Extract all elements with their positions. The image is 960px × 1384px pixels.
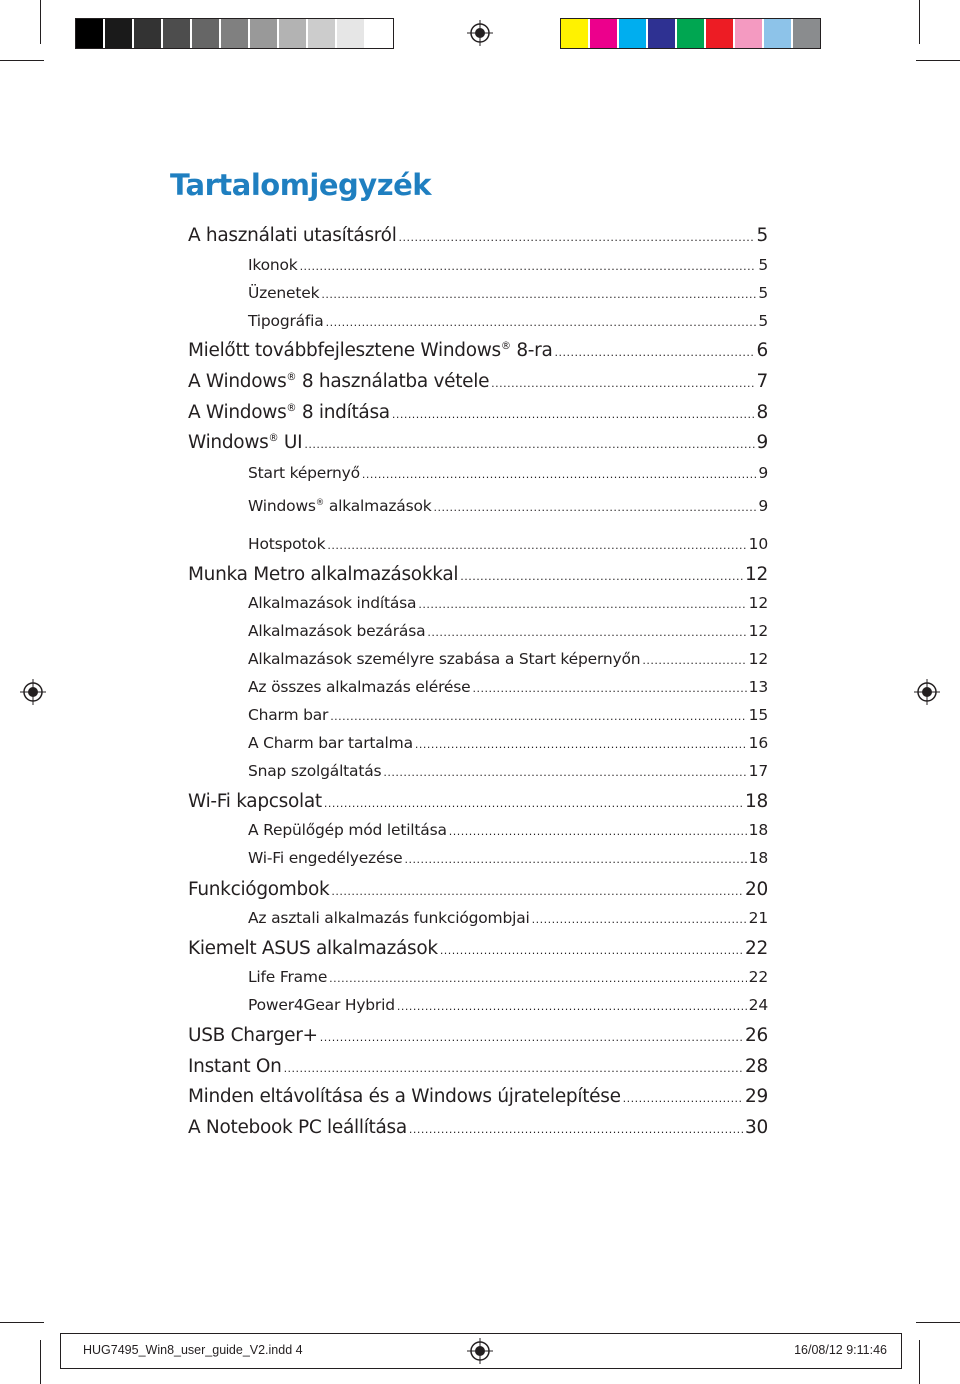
- process-swatch: [619, 19, 648, 48]
- toc-entry-page: 5: [758, 256, 768, 274]
- toc-entry[interactable]: [188, 225, 768, 246]
- toc-entry[interactable]: [188, 938, 768, 959]
- toc-entry[interactable]: [248, 256, 768, 274]
- toc-entry-label: Instant On: [188, 1056, 282, 1077]
- toc-entry-page: 9: [758, 464, 768, 482]
- toc-entry-page: 12: [748, 594, 768, 612]
- toc-entry[interactable]: [188, 371, 768, 392]
- toc-leader-dots: [330, 710, 746, 723]
- toc-entry-label: Alkalmazások indítása: [248, 594, 417, 612]
- toc-leader-dots: [326, 316, 757, 329]
- crop-mark: [40, 0, 41, 44]
- crop-mark: [916, 60, 960, 61]
- process-swatch: [706, 19, 735, 48]
- toc-entry[interactable]: [188, 1056, 768, 1077]
- toc-entry-page: 21: [748, 909, 768, 927]
- toc-leader-dots: [327, 539, 746, 552]
- grayscale-swatch: [250, 19, 279, 48]
- registered-mark: ®: [315, 497, 325, 508]
- toc-entry-label: Hotspotok: [248, 535, 326, 553]
- toc-entry-label: Ikonok: [248, 256, 298, 274]
- toc-leader-dots: [300, 260, 757, 273]
- grayscale-swatch: [105, 19, 134, 48]
- toc-leader-dots: [418, 598, 746, 611]
- toc-entry-page: 5: [756, 225, 768, 246]
- process-swatch: [648, 19, 677, 48]
- toc-entry-page: 20: [745, 879, 768, 900]
- toc-entry-page: 12: [748, 650, 768, 668]
- slug-filename: HUG7495_Win8_user_guide_V2.indd 4: [83, 1343, 303, 1357]
- toc-leader-dots: [362, 468, 756, 481]
- toc-leader-dots: [415, 738, 747, 751]
- grayscale-swatch: [221, 19, 250, 48]
- toc-leader-dots: [284, 1062, 743, 1075]
- toc-entry-label: Life Frame: [248, 968, 328, 986]
- toc-entry-page: 7: [756, 371, 768, 392]
- toc-leader-dots: [409, 1123, 743, 1136]
- toc-leader-dots: [320, 1031, 743, 1044]
- toc-entry-page: 26: [745, 1025, 768, 1046]
- toc-entry-label: Tipográfia: [248, 312, 324, 330]
- toc-entry-page: 5: [758, 284, 768, 302]
- toc-entry-label: A Notebook PC leállítása: [188, 1117, 407, 1138]
- toc-entry-page: 18: [748, 821, 768, 839]
- toc-entry-page: 10: [748, 535, 768, 553]
- toc-leader-dots: [321, 288, 756, 301]
- toc-entry[interactable]: [248, 909, 768, 927]
- grayscale-swatch: [134, 19, 163, 48]
- toc-entry-page: 18: [745, 791, 768, 812]
- toc-entry[interactable]: [248, 996, 768, 1014]
- grayscale-swatch: [366, 19, 393, 48]
- toc-entry-page: 5: [758, 312, 768, 330]
- toc-entry-label: Power4Gear Hybrid: [248, 996, 395, 1014]
- process-swatch: [793, 19, 820, 48]
- registration-mark-icon: [20, 679, 46, 705]
- toc-entry-page: 16: [748, 734, 768, 752]
- crop-mark: [919, 1340, 920, 1384]
- toc-entry-label: Mielőtt továbbfejlesztene Windows® 8-ra: [188, 340, 553, 361]
- page-title: Tartalomjegyzék: [170, 168, 432, 202]
- toc-leader-dots: [555, 346, 755, 359]
- toc-entry-page: 30: [745, 1117, 768, 1138]
- toc-entry-label: Üzenetek: [248, 284, 320, 302]
- toc-entry[interactable]: [188, 1025, 768, 1046]
- toc-leader-dots: [329, 972, 747, 985]
- toc-leader-dots: [472, 682, 746, 695]
- toc-entry-label: A Repülőgép mód letiltása: [248, 821, 447, 839]
- toc-leader-dots: [460, 570, 743, 583]
- toc-entry-label: Windows® alkalmazások: [248, 497, 432, 515]
- toc-entry[interactable]: [188, 879, 768, 900]
- toc-leader-dots: [383, 766, 746, 779]
- toc-leader-dots: [623, 1092, 743, 1105]
- toc-entry-page: 17: [748, 762, 768, 780]
- toc-leader-dots: [304, 438, 754, 451]
- toc-entry-page: 22: [745, 938, 768, 959]
- grayscale-swatch: [279, 19, 308, 48]
- toc-entry-label: Charm bar: [248, 706, 329, 724]
- toc-entry-label: A Windows® 8 használatba vétele: [188, 371, 490, 392]
- toc-entry-page: 22: [748, 968, 768, 986]
- toc-entry-label: Minden eltávolítása és a Windows újratelepítése: [188, 1086, 621, 1107]
- toc-entry-label: Az asztali alkalmazás funkciógombjai: [248, 909, 530, 927]
- toc-leader-dots: [449, 825, 747, 838]
- toc-entry-page: 8: [756, 402, 768, 423]
- toc-leader-dots: [434, 501, 757, 514]
- registration-mark-icon: [467, 20, 493, 46]
- crop-mark: [0, 60, 44, 61]
- toc-entry-label: Wi-Fi engedélyezése: [248, 849, 403, 867]
- slug-line: [60, 1333, 902, 1369]
- grayscale-swatch: [308, 19, 337, 48]
- toc-entry[interactable]: [248, 594, 768, 612]
- registered-mark: ®: [268, 432, 279, 444]
- toc-entry-label: USB Charger+: [188, 1025, 318, 1046]
- toc-entry[interactable]: [188, 432, 768, 453]
- toc-entry[interactable]: [248, 650, 768, 668]
- toc-entry-page: 13: [748, 678, 768, 696]
- toc-entry-page: 18: [748, 849, 768, 867]
- toc-entry-page: 9: [758, 497, 768, 515]
- crop-mark: [40, 1340, 41, 1384]
- crop-mark: [0, 1322, 44, 1323]
- toc-entry[interactable]: [248, 312, 768, 330]
- toc-leader-dots: [642, 654, 746, 667]
- grayscale-color-bar: [75, 18, 394, 49]
- registered-mark: ®: [286, 402, 297, 414]
- toc-entry[interactable]: [248, 821, 768, 839]
- toc-entry[interactable]: [188, 402, 768, 423]
- toc-entry-label: Snap szolgáltatás: [248, 762, 382, 780]
- toc-entry[interactable]: [248, 678, 768, 696]
- toc-entry[interactable]: [248, 284, 768, 302]
- toc-entry[interactable]: [248, 706, 768, 724]
- registered-mark: ®: [500, 340, 511, 352]
- toc-entry-label: Az összes alkalmazás elérése: [248, 678, 471, 696]
- toc-entry[interactable]: [188, 1117, 768, 1138]
- grayscale-swatch: [337, 19, 366, 48]
- toc-entry[interactable]: [248, 849, 768, 867]
- toc-entry-label: Kiemelt ASUS alkalmazások: [188, 938, 438, 959]
- toc-entry-page: 12: [748, 622, 768, 640]
- process-color-bar: [560, 18, 821, 49]
- toc-entry[interactable]: [248, 535, 768, 553]
- toc-entry-page: 12: [745, 564, 768, 585]
- crop-mark: [919, 0, 920, 44]
- toc-leader-dots: [427, 626, 746, 639]
- toc-entry-page: 29: [745, 1086, 768, 1107]
- process-swatch: [561, 19, 590, 48]
- toc-entry[interactable]: [248, 497, 768, 515]
- toc-entry-label: Munka Metro alkalmazásokkal: [188, 564, 459, 585]
- toc-entry-page: 6: [756, 340, 768, 361]
- toc-leader-dots: [392, 408, 755, 421]
- registration-mark-icon: [914, 679, 940, 705]
- toc-entry-label: Wi-Fi kapcsolat: [188, 791, 322, 812]
- toc-leader-dots: [331, 885, 743, 898]
- toc-leader-dots: [397, 1000, 747, 1013]
- toc-leader-dots: [532, 913, 747, 926]
- toc-entry-label: Alkalmazások bezárása: [248, 622, 426, 640]
- toc-entry[interactable]: [188, 1086, 768, 1107]
- toc-entry-page: 28: [745, 1056, 768, 1077]
- toc-entry-page: 15: [748, 706, 768, 724]
- toc-entry-label: Start képernyő: [248, 464, 360, 482]
- process-swatch: [677, 19, 706, 48]
- toc-leader-dots: [440, 944, 743, 957]
- toc-leader-dots: [324, 797, 743, 810]
- toc-entry[interactable]: [188, 564, 768, 585]
- process-swatch: [735, 19, 764, 48]
- toc-entry[interactable]: [248, 622, 768, 640]
- toc-entry[interactable]: [188, 791, 768, 812]
- toc-entry-label: Alkalmazások személyre szabása a Start képernyőn: [248, 650, 641, 668]
- registered-mark: ®: [286, 371, 297, 383]
- toc-entry[interactable]: [248, 734, 768, 752]
- toc-entry[interactable]: [188, 340, 768, 361]
- grayscale-swatch: [192, 19, 221, 48]
- toc-entry[interactable]: [248, 762, 768, 780]
- toc-leader-dots: [491, 377, 754, 390]
- grayscale-swatch: [76, 19, 105, 48]
- toc-entry[interactable]: [248, 968, 768, 986]
- process-swatch: [764, 19, 793, 48]
- toc-entry-page: 24: [748, 996, 768, 1014]
- toc-entry-label: Windows® UI: [188, 432, 303, 453]
- grayscale-swatch: [163, 19, 192, 48]
- toc-entry[interactable]: [248, 464, 768, 482]
- toc-entry-label: Funkciógombok: [188, 879, 330, 900]
- slug-timestamp: 16/08/12 9:11:46: [794, 1343, 887, 1357]
- toc-entry-page: 9: [756, 432, 768, 453]
- toc-entry-label: A Charm bar tartalma: [248, 734, 413, 752]
- toc-entry-label: A Windows® 8 indítása: [188, 402, 390, 423]
- toc-leader-dots: [399, 231, 755, 244]
- toc-entry-label: A használati utasításról: [188, 225, 397, 246]
- process-swatch: [590, 19, 619, 48]
- crop-mark: [916, 1322, 960, 1323]
- toc-leader-dots: [405, 853, 747, 866]
